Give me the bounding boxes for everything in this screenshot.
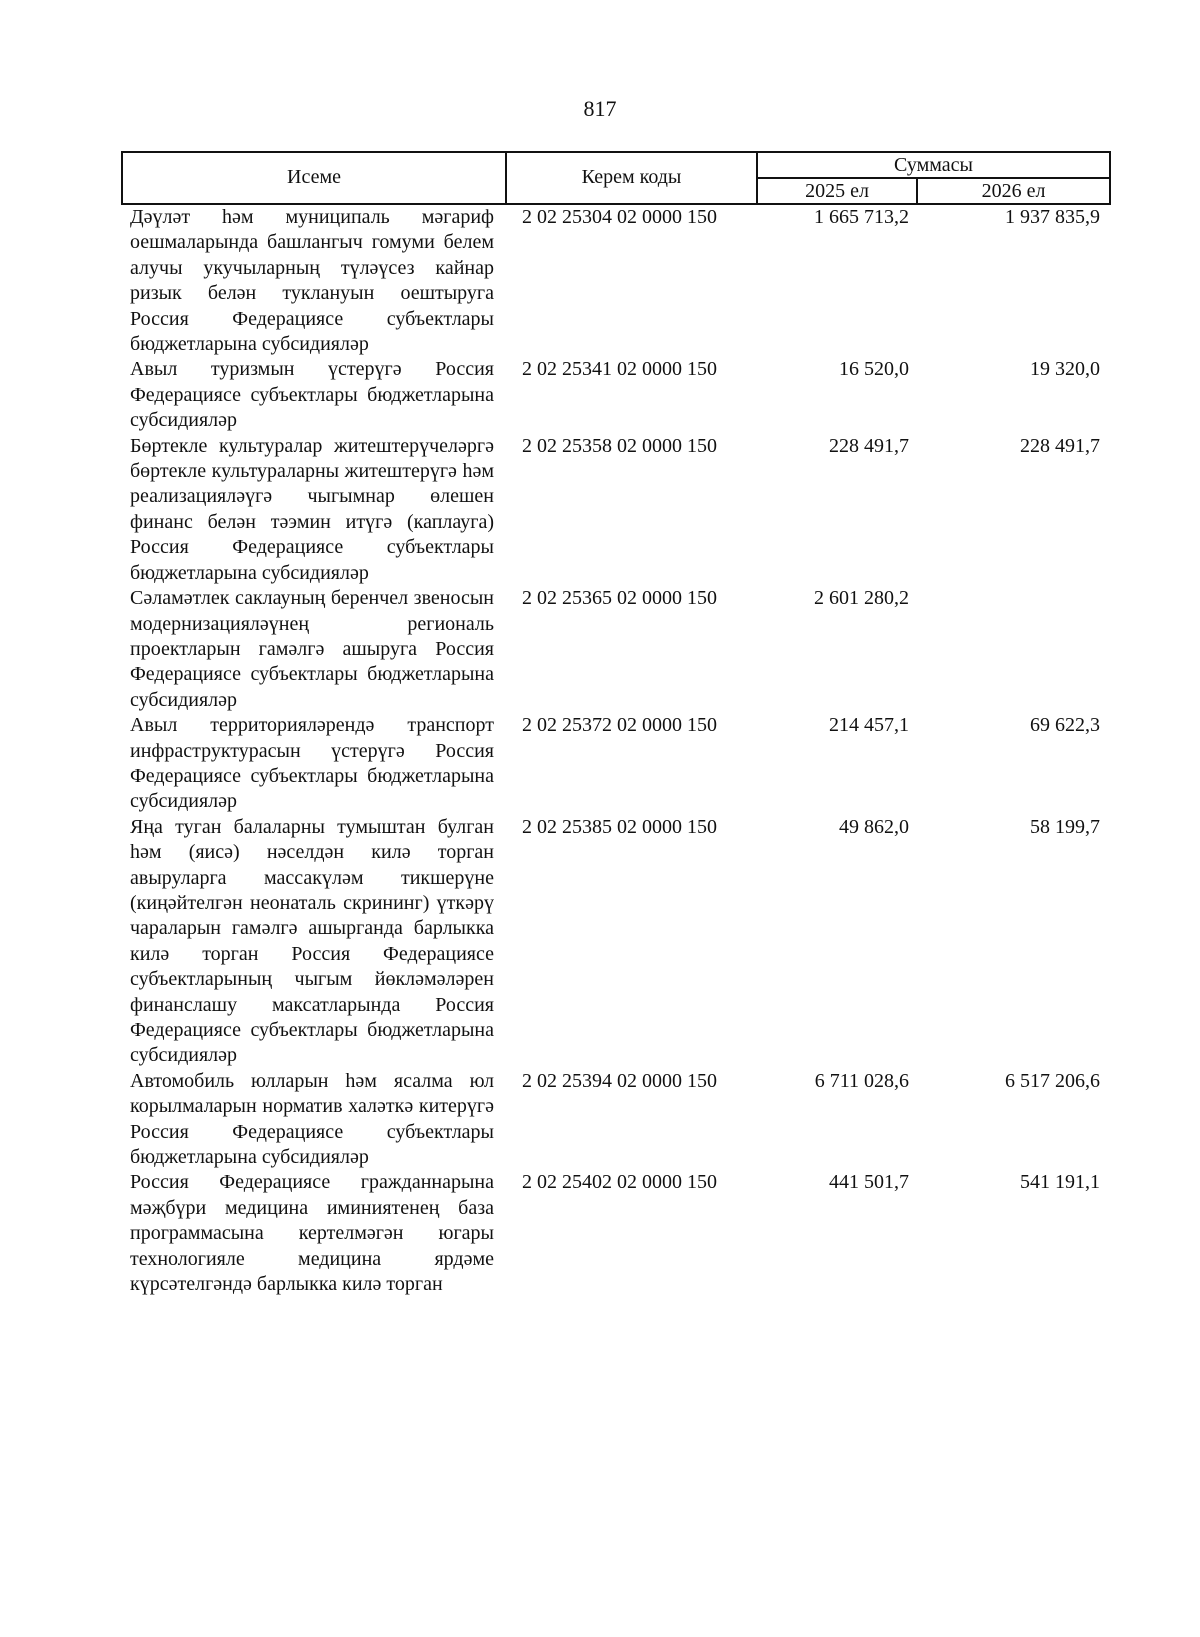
- table-row: [122, 1170, 1110, 1297]
- row-sum-2026: 6 517 206,6: [1005, 1069, 1101, 1092]
- table-row: [122, 713, 1110, 815]
- row-code: 2 02 25341 02 0000 150: [522, 358, 717, 381]
- row-name: Сәламәтлек саклауның беренчел звеносын модернизацияләүнең региональ проектларын гамәлгә ашыруга Россия Федерациясе субъектлары бюджетларына субсидияләр: [130, 587, 494, 711]
- row-sum-2025: 2 601 280,2: [814, 587, 909, 610]
- row-code: 2 02 25365 02 0000 150: [522, 587, 717, 610]
- row-code: 2 02 25394 02 0000 150: [522, 1069, 717, 1092]
- row-sum-2025: 1 665 713,2: [814, 206, 909, 228]
- table-row: [122, 586, 1110, 713]
- row-code: 2 02 25372 02 0000 150: [522, 714, 717, 737]
- row-sum-2025: 214 457,1: [829, 714, 909, 737]
- row-name: Авыл территорияләрендә транспорт инфраструктурасын үстерүгә Россия Федерациясе субъектлары бюджетларына субсидияләр: [130, 714, 494, 813]
- header-year-2025: 2025 ел: [757, 178, 917, 204]
- row-sum-2025: 441 501,7: [829, 1171, 909, 1194]
- row-code: 2 02 25385 02 0000 150: [522, 815, 717, 838]
- row-code: 2 02 25358 02 0000 150: [522, 434, 717, 457]
- row-sum-2026: 541 191,1: [1020, 1171, 1101, 1194]
- table-header: [122, 152, 1110, 204]
- row-name: Россия Федерациясе гражданнарына мәҗбүри медицина иминиятенең база программасына кертелмәгән югары технологияле медицина ярдәме күрсәтелгәндә барлыкка килә торган: [130, 1171, 494, 1296]
- budget-table: [121, 151, 1111, 1297]
- row-name: Дәүләт һәм муниципаль мәгариф оешмаларында башлангыч гомуми белем алучы укучыларның түләүсез кайнар ризык белән туклануын оештыруга Россия Федерациясе субъектлары бюджетларына субсидияләр: [130, 206, 494, 356]
- row-sum-2026: 69 622,3: [1030, 714, 1101, 737]
- table-row: [122, 434, 1110, 586]
- table-row: [122, 815, 1110, 1069]
- header-name: Исеме: [122, 152, 506, 204]
- row-code: 2 02 25304 02 0000 150: [522, 206, 717, 228]
- row-sum-2026: [917, 586, 1110, 713]
- header-year-2026: 2026 ел: [917, 178, 1110, 204]
- row-code: 2 02 25402 02 0000 150: [522, 1171, 717, 1194]
- table-row: [122, 357, 1110, 433]
- table-row: [122, 204, 1110, 357]
- row-sum-2025: 49 862,0: [839, 815, 909, 838]
- table-row: [122, 1069, 1110, 1171]
- row-sum-2025: 228 491,7: [829, 434, 909, 457]
- row-sum-2026: 1 937 835,9: [1005, 206, 1101, 228]
- header-code: Керем коды: [506, 152, 757, 204]
- row-sum-2026: 19 320,0: [1030, 358, 1101, 381]
- row-sum-2026: 58 199,7: [1030, 815, 1101, 838]
- row-sum-2026: 228 491,7: [1020, 434, 1101, 457]
- row-sum-2025: 16 520,0: [839, 358, 909, 381]
- row-name: Бөртекле культуралар житештерүчеләргә бөртекле культураларны житештерүгә һәм реализацияләүгә чыгымнар өлешен финанс белән тәэмин итүгә (каплауга) Россия Федерациясе субъектлары бюджетларына субсидияләр: [130, 434, 494, 584]
- table-body: [122, 204, 1110, 1297]
- row-name: Авыл туризмын үстерүгә Россия Федерациясе субъектлары бюджетларына субсидияләр: [130, 358, 494, 432]
- page-number: 817: [583, 96, 617, 121]
- row-sum-2025: 6 711 028,6: [814, 1069, 909, 1092]
- row-name: Автомобиль юлларын һәм ясалма юл корылмаларын норматив халәткә китерүгә Россия Федерациясе субъектлары бюджетларына субсидияләр: [130, 1069, 494, 1169]
- row-name: Яңа туган балаларны тумыштан булган һәм (яисә) нәселдән килә торган авыруларга массакүләм тикшерүне (киңәйтелгән неонаталь скрининг) үткәрү чараларын гамәлгә ашырганда барлыкка килә торган Россия Федерациясе субъектларының чыгым йөкләмәләрен финанслашу максатларында Россия Федерациясе субъектлары бюджетларына субсидияләр: [130, 815, 494, 1067]
- header-sum: Суммасы: [757, 152, 1110, 178]
